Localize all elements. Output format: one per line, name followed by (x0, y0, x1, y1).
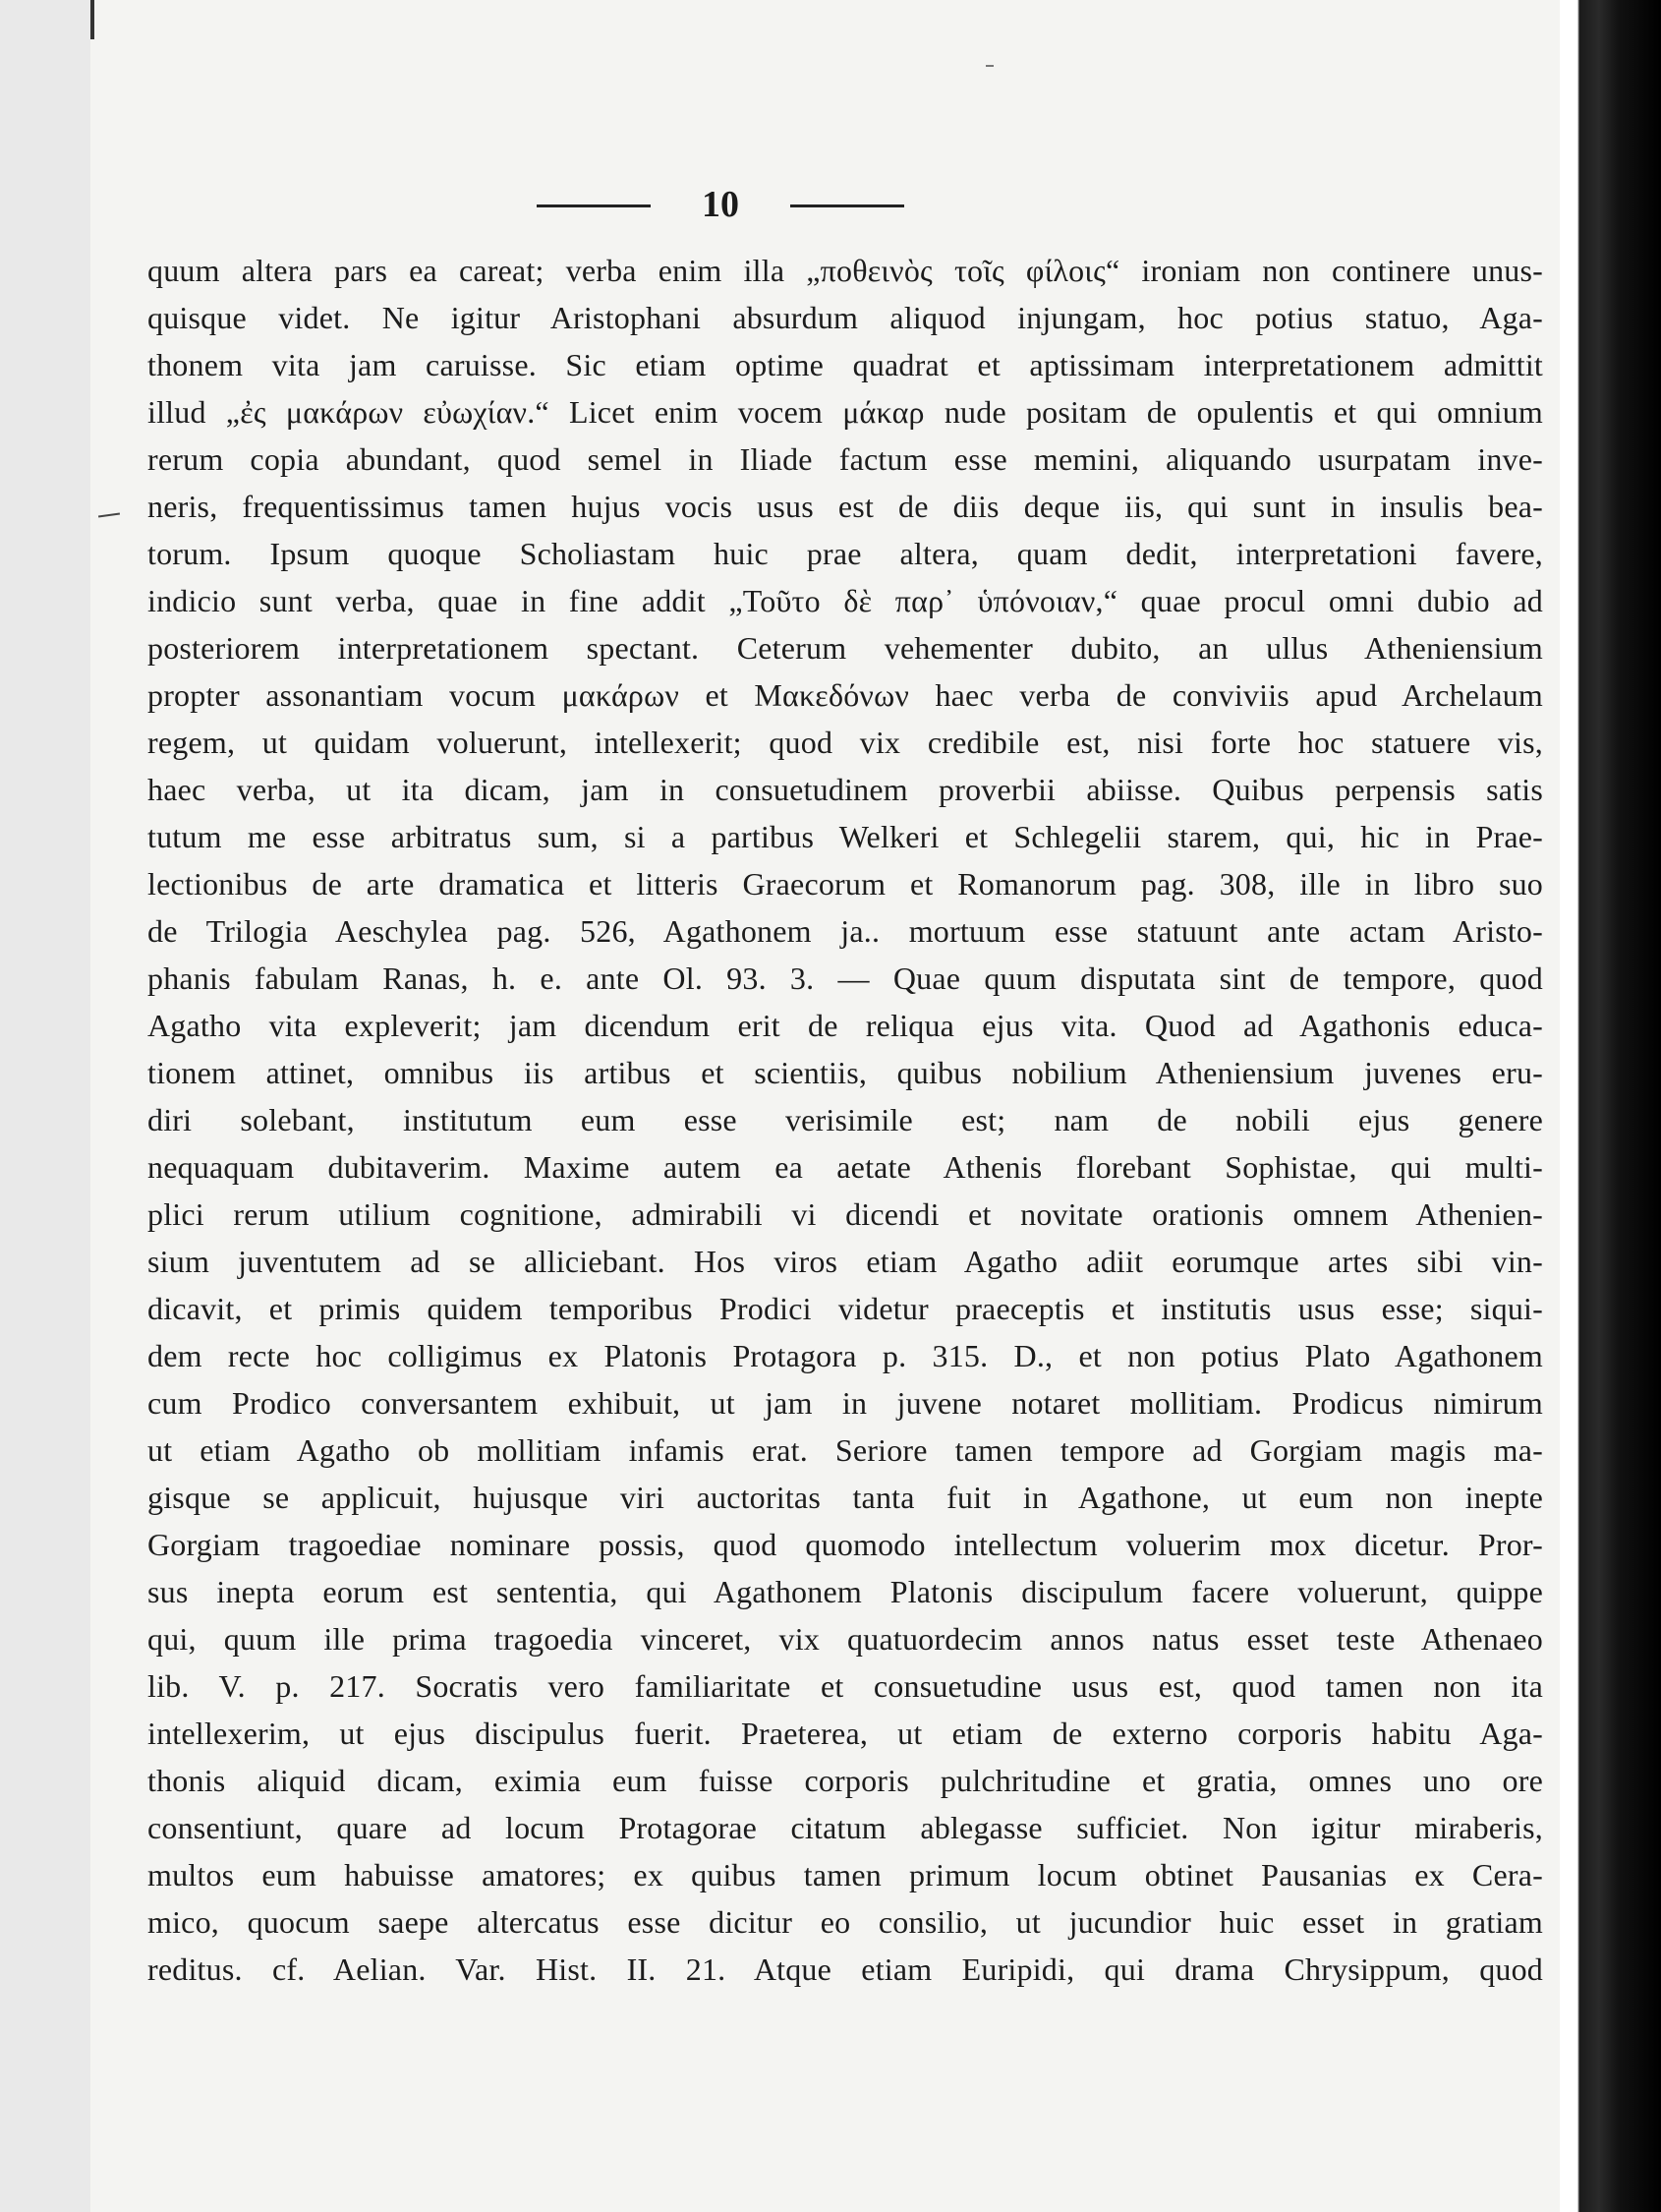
header-rule-left (537, 204, 651, 207)
page-number: 10 (702, 184, 739, 225)
text-line: phanis fabulam Ranas, h. e. ante Ol. 93. 3. — Quae quum disputata sint de tempore, quod (147, 960, 1543, 996)
stray-mark-top (986, 65, 994, 67)
text-line: dicavit, et primis quidem temporibus Prodici videtur praeceptis et institutis usus esse; siqui- (147, 1291, 1543, 1326)
text-line: cum Prodico conversantem exhibuit, ut jam in juvene notaret mollitiam. Prodicus nimirum (147, 1385, 1543, 1421)
text-line: lectionibus de arte dramatica et litteris Graecorum et Romanorum pag. 308, ille in libro suo (147, 866, 1543, 902)
text-line: quisque videt. Ne igitur Aristophani absurdum aliquod injungam, hoc potius statuo, Aga- (147, 300, 1543, 335)
page-header (0, 185, 1661, 224)
text-line: plici rerum utilium cognitione, admirabili vi dicendi et novitate orationis omnem Athenien- (147, 1196, 1543, 1232)
text-line: haec verba, ut ita dicam, jam in consuetudinem proverbii abiisse. Quibus perpensis satis (147, 772, 1543, 807)
text-line: diri solebant, institutum eum esse verisimile est; nam de nobili ejus genere (147, 1102, 1543, 1137)
header-rule-right (790, 204, 904, 207)
text-line: ut etiam Agatho ob mollitiam infamis erat. Seriore tamen tempore ad Gorgiam magis ma- (147, 1432, 1543, 1468)
text-line: indicio sunt verba, quae in fine addit „Τοῦτο δὲ παρ᾽ ὑπόνοιαν,“ quae procul omni dubio ad (147, 583, 1543, 618)
text-line: thonem vita jam caruisse. Sic etiam optime quadrat et aptissimam interpretationem admittit (147, 347, 1543, 382)
text-line: illud „ἐς μακάρων εὐωχίαν.“ Licet enim vocem μάκαρ nude positam de opulentis et qui omnium (147, 394, 1543, 430)
text-line: consentiunt, quare ad locum Protagorae citatum ablegasse sufficiet. Non igitur miraberis, (147, 1810, 1543, 1845)
text-line: neris, frequentissimus tamen hujus vocis usus est de diis deque iis, qui sunt in insulis bea- (147, 489, 1543, 524)
body-text (147, 247, 1543, 1993)
text-line: tutum me esse arbitratus sum, si a partibus Welkeri et Schlegelii starem, qui, hic in Prae- (147, 819, 1543, 854)
text-line: nequaquam dubitaverim. Maxime autem ea aetate Athenis florebant Sophistae, qui multi- (147, 1149, 1543, 1185)
text-line: Gorgiam tragoediae nominare possis, quod quomodo intellectum voluerim mox dicetur. Pror- (147, 1527, 1543, 1562)
text-line: multos eum habuisse amatores; ex quibus tamen primum locum obtinet Pausanias ex Cera- (147, 1857, 1543, 1892)
text-line: mico, quocum saepe altercatus esse dicitur eo consilio, ut jucundior huic esset in gratiam (147, 1904, 1543, 1940)
text-line: lib. V. p. 217. Socratis vero familiaritate et consuetudine usus est, quod tamen non ita (147, 1668, 1543, 1704)
text-line: sium juventutem ad se alliciebant. Hos viros etiam Agatho adiit eorumque artes sibi vin- (147, 1244, 1543, 1279)
text-line: rerum copia abundant, quod semel in Iliade factum esse memini, aliquando usurpatam inve- (147, 441, 1543, 477)
text-line: Agatho vita expleverit; jam dicendum erit de reliqua ejus vita. Quod ad Agathonis educa- (147, 1008, 1543, 1043)
book-binding-edge (1560, 0, 1661, 2212)
text-line: de Trilogia Aeschylea pag. 526, Agathonem ja.. mortuum esse statuunt ante actam Aristo- (147, 913, 1543, 949)
page-edge-shadow (90, 0, 94, 39)
text-line: dem recte hoc colligimus ex Platonis Protagora p. 315. D., et non potius Plato Agathonem (147, 1338, 1543, 1373)
text-line: propter assonantiam vocum μακάρων et Μακεδόνων haec verba de conviviis apud Archelaum (147, 677, 1543, 713)
text-line: posteriorem interpretationem spectant. Ceterum vehementer dubito, an ullus Atheniensium (147, 630, 1543, 666)
text-line: torum. Ipsum quoque Scholiastam huic prae altera, quam dedit, interpretationi favere, (147, 536, 1543, 571)
text-line: regem, ut quidam voluerunt, intellexerit; quod vix credibile est, nisi forte hoc statuere vis, (147, 725, 1543, 760)
text-line: intellexerim, ut ejus discipulus fuerit. Praeterea, ut etiam de externo corporis habitu Aga- (147, 1716, 1543, 1751)
text-line: qui, quum ille prima tragoedia vinceret, vix quatuordecim annos natus esset teste Athenaeo (147, 1621, 1543, 1657)
text-line: sus inepta eorum est sententia, qui Agathonem Platonis discipulum facere voluerunt, quippe (147, 1574, 1543, 1609)
text-line: tionem attinet, omnibus iis artibus et scientiis, quibus nobilium Atheniensium juvenes eru- (147, 1055, 1543, 1090)
text-line: thonis aliquid dicam, eximia eum fuisse corporis pulchritudine et gratia, omnes uno ore (147, 1763, 1543, 1798)
text-line: gisque se applicuit, hujusque viri auctoritas tanta fuit in Agathone, ut eum non inepte (147, 1480, 1543, 1515)
text-line: reditus. cf. Aelian. Var. Hist. II. 21. Atque etiam Euripidi, qui drama Chrysippum, quod (147, 1951, 1543, 1987)
text-line: quum altera pars ea careat; verba enim illa „ποθεινὸς τοῖς φίλοις“ ironiam non continere unus- (147, 253, 1543, 288)
